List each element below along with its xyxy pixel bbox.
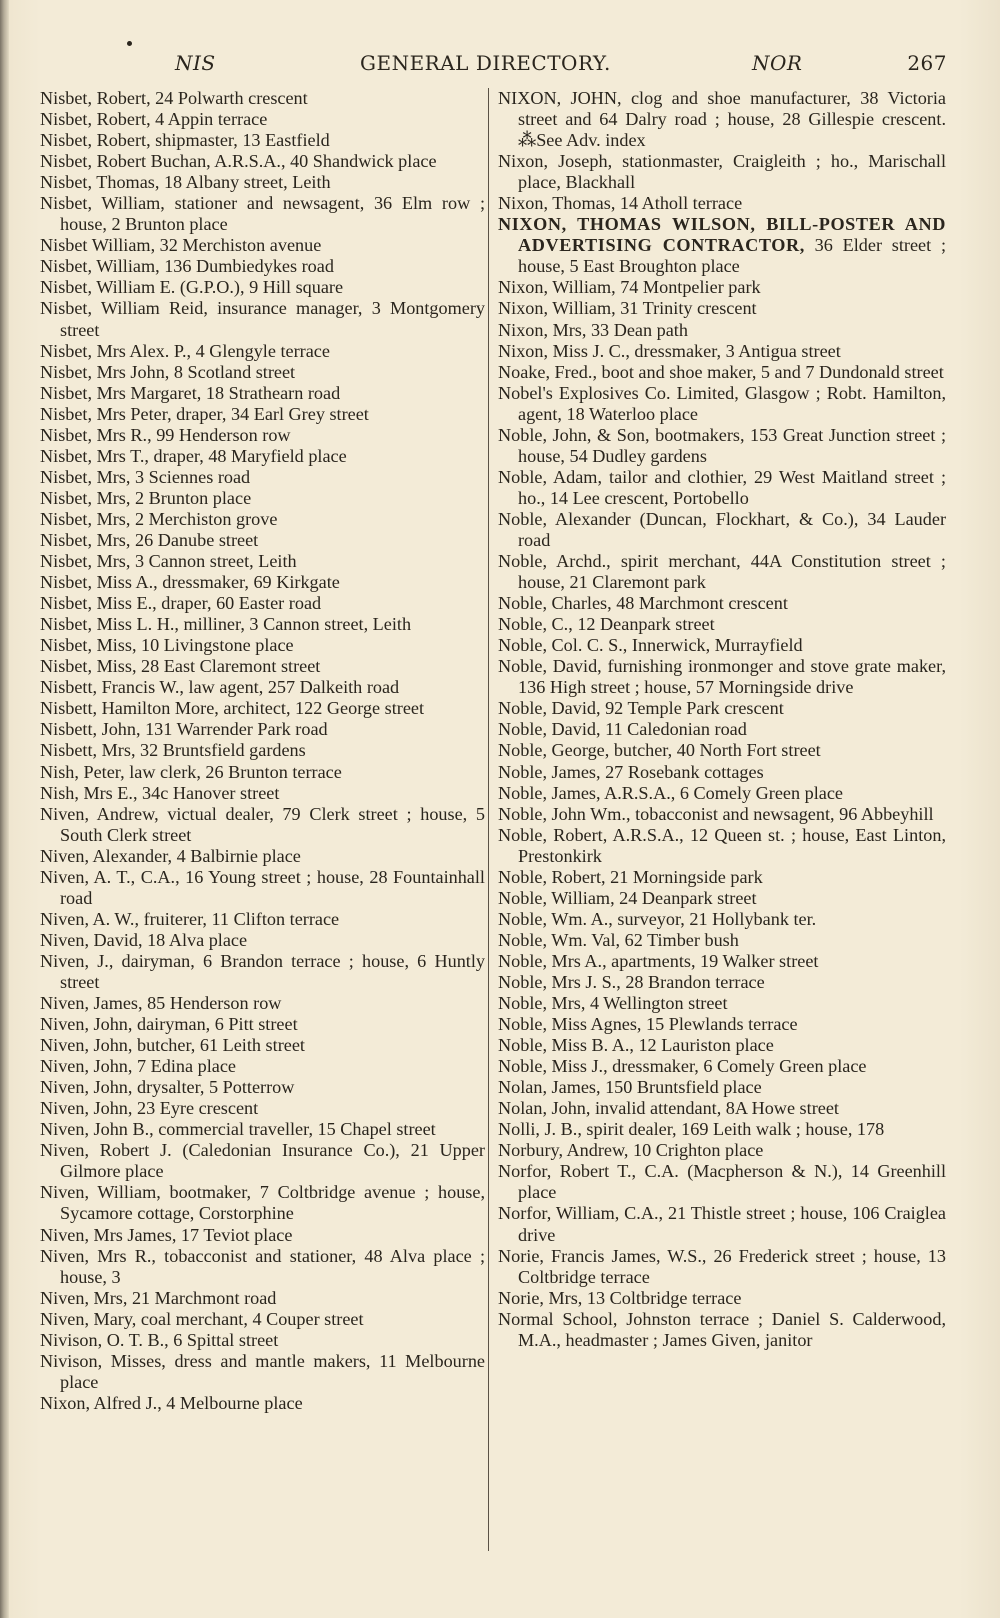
directory-entry bbox=[498, 698, 946, 719]
entry-text: Norfor, William, C.A., 21 Thistle street ; house, 106 Craiglea drive bbox=[498, 1203, 946, 1245]
directory-entry bbox=[40, 88, 485, 109]
entry-text: Nisbet, Mrs R., 99 Henderson row bbox=[40, 424, 291, 445]
entry-text: Nivison, Misses, dress and mantle makers, 11 Melbourne place bbox=[40, 1350, 485, 1392]
right-column bbox=[498, 88, 946, 1351]
directory-entry bbox=[498, 867, 946, 888]
directory-entry bbox=[40, 846, 485, 867]
entry-text: Noble, David, 92 Temple Park crescent bbox=[498, 698, 784, 719]
directory-entry bbox=[498, 719, 946, 740]
entry-text: Noble, David, furnishing ironmonger and stove grate maker, 136 High street ; house, 57 Morningside drive bbox=[498, 656, 946, 698]
entry-text: Noble, James, 27 Rosebank cottages bbox=[498, 761, 764, 782]
directory-entry bbox=[498, 509, 946, 551]
directory-entry bbox=[40, 783, 485, 804]
entry-text: Nisbet, Mrs Alex. P., 4 Glengyle terrace bbox=[40, 340, 330, 361]
entry-text: Niven, Robert J. (Caledonian Insurance Co.), 21 Upper Gilmore place bbox=[40, 1140, 485, 1182]
entry-text: Nisbet, Mrs Margaret, 18 Strathearn road bbox=[40, 382, 341, 403]
directory-entry bbox=[498, 1098, 946, 1119]
directory-entry bbox=[498, 951, 946, 972]
ink-dot bbox=[127, 41, 132, 46]
entry-text: Nixon, Alfred J., 4 Melbourne place bbox=[40, 1392, 303, 1413]
directory-entry bbox=[498, 930, 946, 951]
entry-text: Nolan, James, 150 Bruntsfield place bbox=[498, 1077, 762, 1098]
directory-entry bbox=[40, 130, 485, 151]
entry-text: Noble, Mrs A., apartments, 19 Walker street bbox=[498, 950, 819, 971]
entry-text: Niven, J., dairyman, 6 Brandon terrace ; house, 6 Huntly street bbox=[40, 950, 485, 992]
directory-entry bbox=[40, 804, 485, 846]
directory-entry bbox=[498, 298, 946, 319]
entry-text: Nixon, Miss J. C., dressmaker, 3 Antigua street bbox=[498, 340, 841, 361]
entry-text: Norie, Francis James, W.S., 26 Frederick street ; house, 13 Coltbridge terrace bbox=[498, 1245, 946, 1287]
directory-entry bbox=[498, 804, 946, 825]
entry-text: Nixon, Joseph, stationmaster, Craigleith ; ho., Marischall place, Blackhall bbox=[498, 151, 946, 193]
entry-text: Niven, Andrew, victual dealer, 79 Clerk street ; house, 5 South Clerk street bbox=[40, 803, 485, 845]
directory-entry bbox=[498, 635, 946, 656]
column-divider bbox=[488, 88, 489, 1551]
entry-text: Niven, Mrs R., tobacconist and stationer, 48 Alva place ; house, 3 bbox=[40, 1245, 485, 1287]
entry-text: Niven, Mrs, 21 Marchmont road bbox=[40, 1287, 277, 1308]
directory-entry bbox=[40, 446, 485, 467]
directory-entry bbox=[40, 551, 485, 572]
directory-entry bbox=[40, 530, 485, 551]
entry-text: Norfor, Robert T., C.A. (Macpherson & N.), 14 Greenhill place bbox=[498, 1161, 946, 1203]
directory-entry bbox=[40, 677, 485, 698]
directory-entry bbox=[40, 1119, 485, 1140]
entry-text: Noble, Charles, 48 Marchmont crescent bbox=[498, 593, 788, 614]
directory-entry bbox=[498, 740, 946, 761]
directory-entry bbox=[40, 467, 485, 488]
entry-text: Nixon, Thomas, 14 Atholl terrace bbox=[498, 193, 743, 214]
directory-entry bbox=[40, 256, 485, 277]
entry-text: Niven, William, bootmaker, 7 Coltbridge avenue ; house, Sycamore cottage, Corstorphine bbox=[40, 1182, 485, 1224]
directory-entry bbox=[40, 1140, 485, 1182]
directory-entry bbox=[40, 698, 485, 719]
running-header bbox=[40, 51, 947, 77]
header-right-guide-word: NOR bbox=[752, 51, 803, 75]
entry-text: Niven, David, 18 Alva place bbox=[40, 929, 248, 950]
entry-text: Noble, Alexander (Duncan, Flockhart, & Co.), 34 Lauder road bbox=[498, 508, 946, 550]
entry-text: Nisbet, Robert, shipmaster, 13 Eastfield bbox=[40, 130, 330, 151]
entry-text: Nisbet, William E. (G.P.O.), 9 Hill square bbox=[40, 277, 344, 298]
page-number: 267 bbox=[907, 51, 947, 75]
entry-text: Niven, James, 85 Henderson row bbox=[40, 993, 282, 1014]
entry-text: Nisbet, Mrs, 2 Merchiston grove bbox=[40, 508, 278, 529]
entry-text: Nisbet, Mrs, 3 Sciennes road bbox=[40, 466, 251, 487]
directory-entry bbox=[40, 1035, 485, 1056]
entry-text: Nisbet, Miss A., dressmaker, 69 Kirkgate bbox=[40, 572, 340, 593]
directory-entry bbox=[40, 1393, 485, 1414]
entry-text: Noble, Col. C. S., Innerwick, Murrayfield bbox=[498, 635, 803, 656]
page-spine-shadow bbox=[0, 0, 9, 1618]
entry-text: Nisbet, Miss, 10 Livingstone place bbox=[40, 635, 294, 656]
entry-bold-name: NIXON, THOMAS WILSON, BILL-POSTER AND ADVERTISING CONTRACTOR, bbox=[498, 214, 946, 256]
entry-text: Nixon, Mrs, 33 Dean path bbox=[498, 319, 688, 340]
directory-entry bbox=[498, 762, 946, 783]
directory-entry bbox=[498, 277, 946, 298]
directory-entry bbox=[40, 719, 485, 740]
directory-entry bbox=[40, 425, 485, 446]
directory-entry bbox=[40, 193, 485, 235]
directory-entry bbox=[498, 1309, 946, 1351]
entry-text: Niven, John B., commercial traveller, 15 Chapel street bbox=[40, 1119, 436, 1140]
directory-entry bbox=[40, 930, 485, 951]
directory-entry bbox=[498, 320, 946, 341]
directory-entry bbox=[40, 909, 485, 930]
entry-text: Nisbet, Robert, 4 Appin terrace bbox=[40, 109, 268, 130]
entry-text: Nolli, J. B., spirit dealer, 169 Leith walk ; house, 178 bbox=[498, 1119, 885, 1140]
directory-entry bbox=[40, 404, 485, 425]
entry-text: Niven, John, dairyman, 6 Pitt street bbox=[40, 1014, 298, 1035]
entry-text: Nisbet, Mrs Peter, draper, 34 Earl Grey street bbox=[40, 403, 369, 424]
entry-text: Nish, Mrs E., 34c Hanover street bbox=[40, 782, 280, 803]
directory-entry bbox=[40, 1014, 485, 1035]
entry-text: Nisbett, Hamilton More, architect, 122 George street bbox=[40, 698, 425, 719]
directory-entry bbox=[40, 235, 485, 256]
entry-text: Normal School, Johnston terrace ; Daniel S. Calderwood, M.A., headmaster ; James Given, janitor bbox=[498, 1308, 946, 1350]
entry-text: Noble, Miss J., dressmaker, 6 Comely Green place bbox=[498, 1056, 867, 1077]
entry-text: 36 Elder street ; house, 5 East Broughton place bbox=[518, 235, 946, 277]
entry-text: Nisbet, Mrs, 26 Danube street bbox=[40, 529, 259, 550]
entry-text: Niven, John, 23 Eyre crescent bbox=[40, 1098, 259, 1119]
entry-text: Noble, Archd., spirit merchant, 44A Constitution street ; house, 21 Claremont park bbox=[498, 551, 946, 593]
entry-text: Nisbet, Miss E., draper, 60 Easter road bbox=[40, 593, 322, 614]
entry-text: Noble, Adam, tailor and clothier, 29 West Maitland street ; ho., 14 Lee crescent, Portobello bbox=[498, 466, 946, 508]
directory-entry bbox=[40, 1351, 485, 1393]
entry-text: NIXON, JOHN, clog and shoe manufacturer, 38 Victoria street and 64 Dalry road ; house, 28 Gillespie crescent. ⁂See Adv. index bbox=[498, 88, 946, 151]
directory-entry bbox=[498, 88, 946, 151]
directory-entry bbox=[40, 614, 485, 635]
entry-text: Nisbet, Mrs John, 8 Scotland street bbox=[40, 361, 296, 382]
entry-text: Noble, Wm. Val, 62 Timber bush bbox=[498, 929, 739, 950]
entry-text: Nish, Peter, law clerk, 26 Brunton terrace bbox=[40, 761, 342, 782]
entry-text: Noble, David, 11 Caledonian road bbox=[498, 719, 747, 740]
directory-entry bbox=[498, 888, 946, 909]
directory-entry bbox=[40, 762, 485, 783]
entry-text: Nisbett, Mrs, 32 Bruntsfield gardens bbox=[40, 740, 306, 761]
directory-entry bbox=[498, 1246, 946, 1288]
entry-text: Nisbet, Miss L. H., milliner, 3 Cannon street, Leith bbox=[40, 614, 412, 635]
directory-entry bbox=[498, 1288, 946, 1309]
directory-entry bbox=[40, 488, 485, 509]
directory-entry bbox=[498, 993, 946, 1014]
entry-text: Noble, Robert, A.R.S.A., 12 Queen st. ; house, East Linton, Prestonkirk bbox=[498, 824, 946, 866]
directory-entry bbox=[498, 467, 946, 509]
directory-entry bbox=[498, 614, 946, 635]
entry-text: Nisbett, Francis W., law agent, 257 Dalkeith road bbox=[40, 677, 400, 698]
directory-entry bbox=[498, 193, 946, 214]
entry-text: Norbury, Andrew, 10 Crighton place bbox=[498, 1140, 764, 1161]
directory-entry bbox=[40, 1309, 485, 1330]
entry-text: Noble, C., 12 Deanpark street bbox=[498, 614, 715, 635]
entry-text: Noble, Miss Agnes, 15 Plewlands terrace bbox=[498, 1014, 798, 1035]
header-title: GENERAL DIRECTORY. bbox=[360, 51, 611, 75]
directory-entry bbox=[498, 656, 946, 698]
entry-text: Noble, Mrs J. S., 28 Brandon terrace bbox=[498, 971, 765, 992]
entry-text: Noble, John Wm., tobacconist and newsagent, 96 Abbeyhill bbox=[498, 803, 934, 824]
directory-entry bbox=[40, 1288, 485, 1309]
entry-text: Niven, John, 7 Edina place bbox=[40, 1056, 236, 1077]
entry-text: Noble, Miss B. A., 12 Lauriston place bbox=[498, 1035, 774, 1056]
entry-text: Nisbet, Mrs, 3 Cannon street, Leith bbox=[40, 551, 297, 572]
directory-entry bbox=[40, 1098, 485, 1119]
directory-entry bbox=[40, 277, 485, 298]
directory-entry bbox=[40, 341, 485, 362]
directory-entry bbox=[498, 1056, 946, 1077]
directory-entry bbox=[40, 151, 485, 172]
entry-text: Nisbet, William Reid, insurance manager, 3 Montgomery street bbox=[40, 298, 485, 340]
directory-entry bbox=[40, 635, 485, 656]
directory-entry bbox=[40, 383, 485, 404]
header-left-guide-word: NIS bbox=[175, 51, 216, 75]
directory-entry bbox=[40, 1246, 485, 1288]
entry-text: Niven, A. W., fruiterer, 11 Clifton terrace bbox=[40, 908, 340, 929]
entry-text: Noake, Fred., boot and shoe maker, 5 and 7 Dundonald street bbox=[498, 361, 944, 382]
directory-entry bbox=[498, 214, 946, 277]
directory-entry bbox=[498, 1077, 946, 1098]
entry-text: Noble, William, 24 Deanpark street bbox=[498, 887, 757, 908]
directory-entry bbox=[498, 341, 946, 362]
directory-entry bbox=[498, 1140, 946, 1161]
directory-entry bbox=[40, 867, 485, 909]
directory-entry bbox=[498, 1161, 946, 1203]
directory-entry bbox=[498, 1119, 946, 1140]
entry-text: Nixon, William, 74 Montpelier park bbox=[498, 277, 761, 298]
entry-text: Nisbet, William, stationer and newsagent, 36 Elm row ; house, 2 Brunton place bbox=[40, 193, 485, 235]
directory-entry bbox=[498, 972, 946, 993]
entry-text: Niven, A. T., C.A., 16 Young street ; house, 28 Fountainhall road bbox=[40, 866, 485, 908]
entry-text: Niven, Mrs James, 17 Teviot place bbox=[40, 1224, 293, 1245]
directory-entry bbox=[498, 783, 946, 804]
entry-text: Niven, Mary, coal merchant, 4 Couper street bbox=[40, 1308, 364, 1329]
entry-text: Niven, Alexander, 4 Balbirnie place bbox=[40, 845, 301, 866]
directory-entry bbox=[498, 1035, 946, 1056]
directory-entry bbox=[40, 1225, 485, 1246]
directory-entry bbox=[498, 425, 946, 467]
directory-entry bbox=[498, 151, 946, 193]
directory-entry bbox=[40, 1330, 485, 1351]
entry-text: Niven, John, butcher, 61 Leith street bbox=[40, 1035, 305, 1056]
directory-entry bbox=[498, 362, 946, 383]
entry-text: Noble, Robert, 21 Morningside park bbox=[498, 866, 763, 887]
directory-entry bbox=[40, 993, 485, 1014]
entry-text: Nisbet, Miss, 28 East Claremont street bbox=[40, 656, 321, 677]
entry-text: Niven, John, drysalter, 5 Potterrow bbox=[40, 1077, 295, 1098]
entry-text: Noble, George, butcher, 40 North Fort street bbox=[498, 740, 821, 761]
directory-entry bbox=[498, 825, 946, 867]
entry-text: Nisbett, John, 131 Warrender Park road bbox=[40, 719, 328, 740]
entry-text: Norie, Mrs, 13 Coltbridge terrace bbox=[498, 1287, 742, 1308]
entry-text: Nisbet, William, 136 Dumbiedykes road bbox=[40, 256, 334, 277]
entry-text: Nivison, O. T. B., 6 Spittal street bbox=[40, 1329, 279, 1350]
directory-entry bbox=[498, 909, 946, 930]
entry-text: Nixon, William, 31 Trinity crescent bbox=[498, 298, 757, 319]
directory-entry bbox=[498, 1203, 946, 1245]
directory-entry bbox=[498, 383, 946, 425]
left-column bbox=[40, 88, 485, 1414]
directory-entry bbox=[40, 1077, 485, 1098]
entry-text: Nisbet, Robert Buchan, A.R.S.A., 40 Shandwick place bbox=[40, 151, 437, 172]
directory-entry bbox=[40, 362, 485, 383]
entry-text: Nisbet, Mrs, 2 Brunton place bbox=[40, 487, 252, 508]
entry-text: Noble, John, & Son, bootmakers, 153 Great Junction street ; house, 54 Dudley gardens bbox=[498, 424, 946, 466]
entry-text: Noble, James, A.R.S.A., 6 Comely Green place bbox=[498, 782, 843, 803]
directory-entry bbox=[498, 593, 946, 614]
directory-entry bbox=[40, 109, 485, 130]
entry-text: Nobel's Explosives Co. Limited, Glasgow ; Robt. Hamilton, agent, 18 Waterloo place bbox=[498, 382, 946, 424]
entry-text: Nisbet, Mrs T., draper, 48 Maryfield place bbox=[40, 445, 347, 466]
directory-entry bbox=[40, 172, 485, 193]
directory-entry bbox=[40, 1182, 485, 1224]
directory-entry bbox=[40, 740, 485, 761]
directory-entry bbox=[40, 298, 485, 340]
directory-entry bbox=[498, 1014, 946, 1035]
entry-text: Nisbet, Thomas, 18 Albany street, Leith bbox=[40, 172, 331, 193]
directory-entry bbox=[40, 951, 485, 993]
entry-text: Nisbet William, 32 Merchiston avenue bbox=[40, 235, 322, 256]
entry-text: Nolan, John, invalid attendant, 8A Howe street bbox=[498, 1098, 839, 1119]
entry-text: Noble, Wm. A., surveyor, 21 Hollybank ter. bbox=[498, 908, 817, 929]
directory-entry bbox=[40, 1056, 485, 1077]
entry-text: Nisbet, Robert, 24 Polwarth crescent bbox=[40, 88, 308, 108]
directory-entry bbox=[40, 656, 485, 677]
directory-entry bbox=[40, 593, 485, 614]
entry-text: Noble, Mrs, 4 Wellington street bbox=[498, 993, 728, 1014]
directory-entry bbox=[498, 551, 946, 593]
directory-entry bbox=[40, 509, 485, 530]
directory-entry bbox=[40, 572, 485, 593]
